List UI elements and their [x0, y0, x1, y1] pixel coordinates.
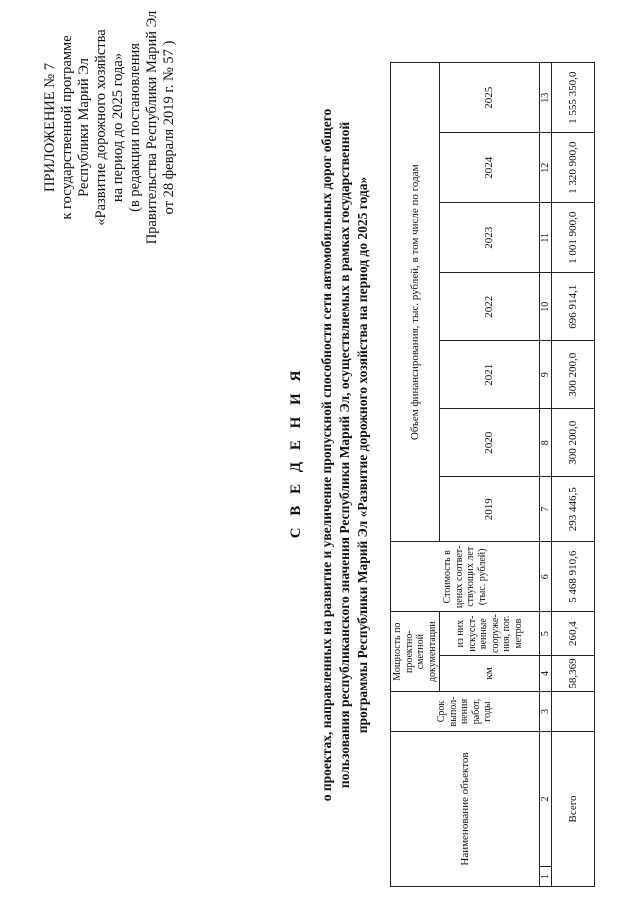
header-year: 2019: [440, 477, 540, 542]
header-capacity: Мощность по проектно-сметной документации: [391, 612, 440, 692]
header-km: км: [440, 656, 540, 692]
appendix-line: на период до 2025 года»: [110, 52, 126, 203]
column-number-row: [540, 63, 552, 887]
column-number: 10: [540, 273, 552, 341]
header-year: 2023: [440, 203, 540, 273]
appendix-line: (в редакции постановления: [127, 43, 143, 212]
column-number: 3: [540, 692, 552, 732]
total-year-value: 1 001 900,0: [552, 203, 595, 273]
subtitle-line: программы Республики Марий Эл «Развитие дорожного хозяйства на период до 2025 года»: [355, 176, 370, 734]
column-number: 4: [540, 656, 552, 692]
total-year-value: 1 555 350,0: [552, 63, 595, 133]
column-number: 9: [540, 341, 552, 409]
appendix-line: «Развитие дорожного хозяйства: [93, 29, 109, 226]
appendix-line: к государственной программе: [59, 35, 75, 220]
header-year: 2024: [440, 133, 540, 203]
header-cost: Стоимость в ценах соответ-ствующих лет (тыс. рублей): [391, 542, 540, 612]
appendix-block: [42, 10, 178, 245]
total-year-value: 300 200,0: [552, 409, 595, 477]
total-year-value: 1 320 900,0: [552, 133, 595, 203]
total-year-value: 300 200,0: [552, 341, 595, 409]
appendix-line: Республики Марий Эл: [76, 58, 92, 197]
column-number: 1: [540, 867, 552, 887]
financing-table: [390, 62, 595, 887]
header-financing: Объем финансирования, тыс. рублей, в том числе по годам: [391, 63, 440, 542]
total-year-value: 293 446,5: [552, 477, 595, 542]
column-number: 13: [540, 63, 552, 133]
total-year-value: 696 914,1: [552, 273, 595, 341]
appendix-line: Правительства Республики Марий Эл: [144, 10, 160, 245]
appendix-line: от 28 февраля 2019 г. № 57 ): [161, 40, 177, 215]
column-number: 2: [540, 732, 552, 867]
subtitle-line: пользования республиканского значения Республики Марий Эл, осуществляемых в рамках государственной: [337, 121, 352, 789]
header-year: 2025: [440, 63, 540, 133]
column-number: 6: [540, 542, 552, 612]
header-year: 2021: [440, 341, 540, 409]
document-title: С В Е Д Е Н И Я: [288, 366, 304, 539]
header-structures: из них искусст-венные сооруже-ния, пог. метров: [440, 612, 540, 656]
column-number: 5: [540, 612, 552, 656]
column-number: 7: [540, 477, 552, 542]
subtitle-line: о проектах, направленных на развитие и увеличение пропускной способности сети автомобильных дорог общего: [319, 108, 334, 802]
header-year: 2020: [440, 409, 540, 477]
total-label: Всего: [552, 732, 595, 887]
total-term: [552, 692, 595, 732]
total-km: 58,369: [552, 656, 595, 692]
header-year: 2022: [440, 273, 540, 341]
total-cost: 5 468 910,6: [552, 542, 595, 612]
header-row: [391, 63, 440, 887]
column-number: 12: [540, 133, 552, 203]
total-structures: 260,4: [552, 612, 595, 656]
total-row: [552, 63, 595, 887]
appendix-line: ПРИЛОЖЕНИЕ № 7: [42, 63, 58, 192]
column-number: 8: [540, 409, 552, 477]
column-number: 11: [540, 203, 552, 273]
header-name: Наименование объектов: [391, 732, 540, 887]
header-term: Срок выпол-нения работ, годы: [391, 692, 540, 732]
document-subtitle: [318, 45, 372, 865]
